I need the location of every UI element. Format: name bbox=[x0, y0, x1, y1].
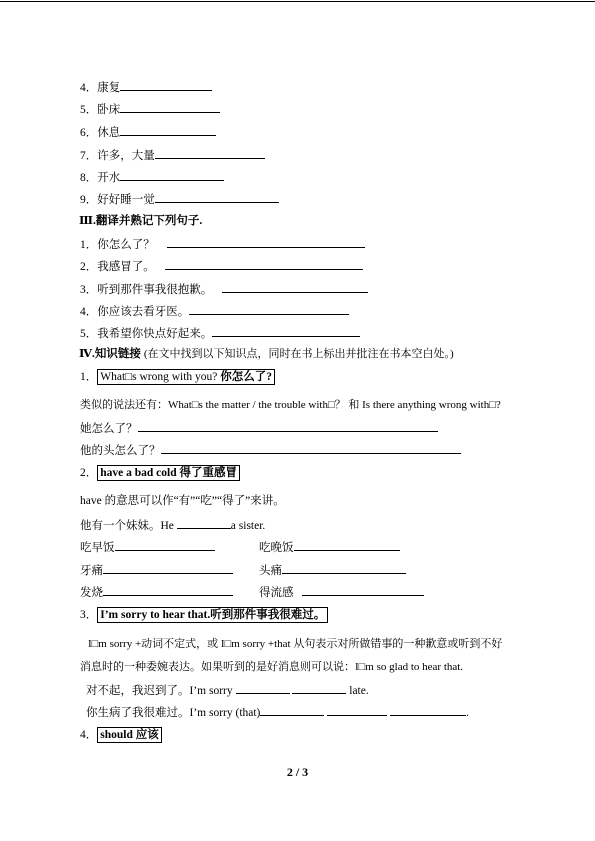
point-3-explain-1: I□m sorry +动词不定式，或 I□m sorry +that 从句表示对所做错事的一种歉意或听到不好 bbox=[88, 638, 503, 650]
point-4-title: 4． should 应该 bbox=[80, 727, 162, 743]
vocab-item-5: 5．卧床 bbox=[80, 101, 220, 117]
point-2-box: have a bad cold 得了重感冒 bbox=[97, 465, 240, 481]
answer-blank[interactable] bbox=[120, 169, 224, 181]
point-4-box: should 应该 bbox=[97, 727, 161, 743]
answer-blank[interactable] bbox=[292, 682, 346, 694]
vocab-item-9: 9．好好睡一觉 bbox=[80, 191, 279, 207]
sentence-item-5: 5．我希望你快点好起来。 bbox=[80, 325, 360, 341]
point-1-similar: 类似的说法还有：What□s the matter / the trouble with□？ 和 Is there anything wrong with□? bbox=[80, 399, 501, 411]
vocab-item-8: 8．开水 bbox=[80, 169, 224, 185]
answer-blank[interactable] bbox=[155, 191, 279, 203]
answer-blank[interactable] bbox=[115, 539, 215, 551]
point-1-q1: 她怎么了？ bbox=[80, 420, 438, 436]
pair-left-1: 吃早饭 bbox=[80, 539, 215, 555]
sentence-item-2: 2．我感冒了。 bbox=[80, 258, 363, 274]
answer-blank[interactable] bbox=[222, 281, 368, 293]
answer-blank[interactable] bbox=[165, 258, 363, 270]
vocab-item-6: 6．休息 bbox=[80, 124, 216, 140]
pair-left-3: 发烧 bbox=[80, 584, 233, 600]
vocab-item-4: 4．康复 bbox=[80, 79, 212, 95]
answer-blank[interactable] bbox=[302, 584, 424, 596]
section-4-heading: Ⅳ.知识链接 (在文中找到以下知识点，同时在书上标出并批注在书本空白处。) bbox=[79, 348, 454, 360]
point-1-box: What□s wrong with you? 你怎么了? bbox=[97, 369, 275, 385]
answer-blank[interactable] bbox=[167, 236, 365, 248]
sentence-item-3: 3．听到那件事我很抱歉。 bbox=[80, 281, 368, 297]
point-3-explain-2: 消息时的一种委婉表达。如果听到的是好消息则可以说：I□m so glad to hear that. bbox=[80, 661, 464, 673]
answer-blank[interactable] bbox=[120, 101, 220, 113]
answer-blank[interactable] bbox=[138, 420, 438, 432]
point-3-example-2: 你生病了我很难过。I’m sorry (that) . bbox=[86, 704, 469, 720]
pair-right-3: 得流感 bbox=[259, 584, 424, 600]
answer-blank[interactable] bbox=[260, 704, 324, 716]
answer-blank[interactable] bbox=[177, 517, 231, 529]
top-rule bbox=[0, 1, 595, 2]
answer-blank[interactable] bbox=[294, 539, 400, 551]
answer-blank[interactable] bbox=[120, 124, 216, 136]
answer-blank[interactable] bbox=[161, 442, 461, 454]
sentence-item-1: 1．你怎么了？ bbox=[80, 236, 365, 252]
pair-right-2: 头痛 bbox=[259, 562, 406, 578]
point-2-explain: have 的意思可以作“有”“吃”“得了”来讲。 bbox=[80, 495, 285, 507]
pair-right-1: 吃晚饭 bbox=[259, 539, 400, 555]
answer-blank[interactable] bbox=[120, 79, 212, 91]
answer-blank[interactable] bbox=[236, 682, 290, 694]
answer-blank[interactable] bbox=[189, 303, 349, 315]
pair-left-2: 牙痛 bbox=[80, 562, 233, 578]
answer-blank[interactable] bbox=[327, 704, 387, 716]
answer-blank[interactable] bbox=[103, 562, 233, 574]
answer-blank[interactable] bbox=[282, 562, 406, 574]
point-2-sister: 他有一个妹妹。He a sister. bbox=[80, 517, 265, 533]
answer-blank[interactable] bbox=[390, 704, 466, 716]
point-3-title: 3． I’m sorry to hear that.听到那件事我很难过。 bbox=[80, 607, 328, 623]
point-1-title: 1． What□s wrong with you? 你怎么了? bbox=[80, 369, 275, 385]
sentence-item-4: 4．你应该去看牙医。 bbox=[80, 303, 349, 319]
point-3-example-1: 对不起，我迟到了。I’m sorry late. bbox=[86, 682, 369, 698]
answer-blank[interactable] bbox=[155, 147, 265, 159]
vocab-item-7: 7．许多，大量 bbox=[80, 147, 265, 163]
section-3-heading: Ⅲ.翻译并熟记下列句子. bbox=[79, 215, 203, 227]
answer-blank[interactable] bbox=[212, 325, 360, 337]
answer-blank[interactable] bbox=[103, 584, 233, 596]
point-3-box: I’m sorry to hear that.听到那件事我很难过。 bbox=[97, 607, 328, 623]
point-1-q2: 他的头怎么了？ bbox=[80, 442, 461, 458]
point-2-title: 2． have a bad cold 得了重感冒 bbox=[80, 465, 240, 481]
page-number: 2 / 3 bbox=[286, 765, 309, 779]
